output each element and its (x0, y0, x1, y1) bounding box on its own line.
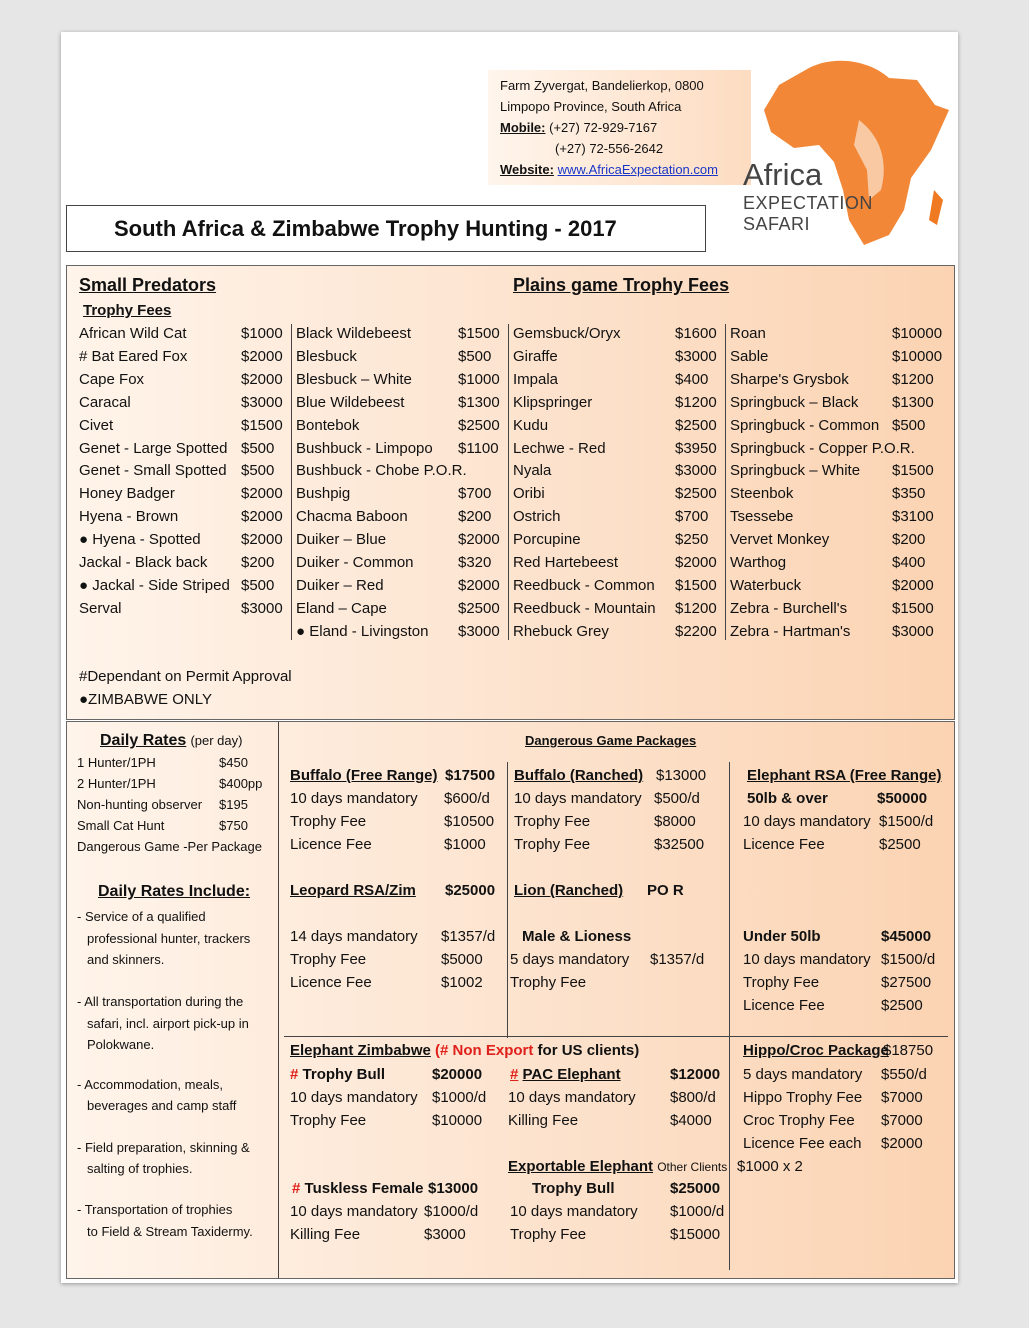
row-value: $8000 (654, 813, 696, 830)
elephant-zim-note-open: ( (435, 1042, 441, 1059)
list-item-name: Springbuck - Copper P.O.R. (730, 440, 915, 457)
list-item-name: Cape Fox (79, 371, 145, 388)
row-label: Croc Trophy Fee (743, 1112, 855, 1129)
row-label: Licence Fee each (743, 1135, 862, 1152)
under50-price: $45000 (881, 928, 932, 945)
list-item-name: Bushpig (296, 485, 351, 502)
elephant-zim-note-hash: # Non Export (440, 1042, 534, 1059)
daily-rates-heading: Daily Rates (100, 732, 187, 749)
list-item-price: $1300 (458, 394, 500, 411)
list-item-name: Bushbuck - Chobe P.O.R. (296, 462, 467, 479)
list-item-price: $1200 (892, 371, 934, 388)
mobile-label: Mobile: (500, 120, 546, 135)
list-item-price: $200 (892, 531, 926, 548)
list-item-name: Porcupine (513, 531, 581, 548)
small-predators-heading: Small Predators (79, 275, 217, 295)
exportable-other: Other Clients (657, 1160, 728, 1174)
daily-rates-per-day: (per day) (190, 733, 243, 748)
row-value: $1357/d (650, 951, 705, 968)
permit-note: #Dependant on Permit Approval (79, 668, 292, 685)
list-item-price: $500 (241, 462, 275, 479)
list-item-price: $1100 (458, 440, 499, 457)
list-item-name: Rhebuck Grey (513, 623, 609, 640)
trophy-bull-title-line (290, 1066, 385, 1084)
list-item-name: Lechwe - Red (513, 440, 606, 457)
row-value: $2000 (881, 1135, 923, 1152)
list-item-price: $2000 (241, 531, 283, 548)
package-divider (507, 762, 508, 1038)
list-item-name: Caracal (79, 394, 131, 411)
exportable-sub: Trophy Bull (532, 1180, 615, 1197)
list-item-price: $1200 (675, 600, 717, 617)
website-label: Website: (500, 162, 554, 177)
list-item-price: $1500 (241, 417, 283, 434)
row-value: $800/d (670, 1089, 716, 1106)
row-value: $3000 (424, 1226, 466, 1243)
trophy-bull-price: $20000 (432, 1066, 483, 1083)
elephant-rsa-sub: 50lb & over (747, 790, 828, 807)
list-item-price: $1500 (675, 577, 717, 594)
list-item-name: Eland – Cape (296, 600, 387, 617)
list-item-name: Oribi (513, 485, 545, 502)
list-item-price: $3100 (892, 508, 934, 525)
list-item-name: Hyena - Brown (79, 508, 179, 525)
row-label: Killing Fee (290, 1226, 361, 1243)
list-item-price: $3000 (241, 394, 283, 411)
list-item-price: $250 (675, 531, 709, 548)
contact-box (488, 70, 751, 185)
list-item-price: $1300 (892, 394, 934, 411)
list-item-price: $3000 (675, 462, 717, 479)
address-line-2: Limpopo Province, South Africa (500, 99, 682, 114)
column-divider (508, 324, 509, 640)
list-item-price: $2500 (458, 417, 500, 434)
list-item-price: $3950 (675, 440, 717, 457)
mobile-line-1 (500, 117, 657, 138)
row-label: Killing Fee (508, 1112, 579, 1129)
list-item-name: African Wild Cat (79, 325, 187, 342)
list-item-price: $195 (219, 797, 248, 812)
hippo-extra: $1000 x 2 (737, 1158, 803, 1175)
list-item-price: $2200 (675, 623, 717, 640)
row-value: $4000 (670, 1112, 712, 1129)
list-item-price: $1500 (458, 325, 500, 342)
row-value: $7000 (881, 1112, 923, 1129)
list-item-name: Steenbok (730, 485, 794, 502)
lion-sub: Male & Lioness (522, 928, 632, 945)
address-line-1: Farm Zyvergat, Bandelierkop, 0800 (500, 78, 704, 93)
list-item-name: Sharpe's Grysbok (730, 371, 849, 388)
list-item-name: Duiker – Red (296, 577, 384, 594)
include-line: - Field preparation, skinning & (77, 1140, 250, 1155)
row-value: $7000 (881, 1089, 923, 1106)
row-value: $1500/d (879, 813, 934, 830)
list-item-price: $500 (241, 577, 275, 594)
trophy-bull-title: Trophy Bull (302, 1066, 386, 1083)
list-item-price: $3000 (892, 623, 934, 640)
list-item-name: Zebra - Hartman's (730, 623, 851, 640)
list-item-name: Bushbuck - Limpopo (296, 440, 433, 457)
list-item-price: $2000 (675, 554, 717, 571)
tuskless-title-line (292, 1180, 423, 1198)
list-item-price: $2500 (675, 485, 717, 502)
list-item-price: $400pp (219, 776, 263, 791)
list-item-name: Blesbuck (296, 348, 357, 365)
list-item-price: $3000 (675, 348, 717, 365)
page-title: South Africa & Zimbabwe Trophy Hunting - 2017 (114, 216, 617, 241)
list-item-price: $320 (458, 554, 492, 571)
list-item-name: Serval (79, 600, 122, 617)
row-label: 10 days mandatory (514, 790, 642, 807)
include-line: and skinners. (87, 952, 165, 967)
row-value: $1000/d (424, 1203, 479, 1220)
row-value: $10000 (432, 1112, 483, 1129)
row-label: 10 days mandatory (743, 951, 871, 968)
rates-packages-section (66, 721, 955, 1279)
list-item-name: Genet - Small Spotted (79, 462, 227, 479)
list-item-name: Warthog (730, 554, 787, 571)
row-label: Trophy Fee (743, 974, 820, 991)
list-item-price: $2000 (241, 485, 283, 502)
exportable-title-line (508, 1158, 727, 1176)
exportable-title: Exportable Elephant (508, 1158, 654, 1175)
buffalo-ranched-title: Buffalo (Ranched) (514, 767, 644, 784)
list-item-name: Chacma Baboon (296, 508, 408, 525)
list-item-name: Giraffe (513, 348, 558, 365)
row-label: Hippo Trophy Fee (743, 1089, 863, 1106)
row-label: Trophy Fee (510, 1226, 587, 1243)
list-item-name: Waterbuck (730, 577, 802, 594)
elephant-zim-note-rest: for US clients) (533, 1042, 640, 1059)
include-line: beverages and camp staff (87, 1098, 237, 1113)
list-item-name: Impala (513, 371, 559, 388)
daily-rates-heading-line (100, 732, 242, 750)
list-item-price: $200 (458, 508, 492, 525)
list-item-name: Non-hunting observer (77, 797, 203, 812)
row-value: $600/d (444, 790, 490, 807)
list-item-name: 1 Hunter/1PH (77, 755, 156, 770)
row-label: 5 days mandatory (743, 1066, 863, 1083)
buffalo-ranched-price: $13000 (656, 767, 707, 784)
list-item-name: Roan (730, 325, 766, 342)
website-link[interactable]: www.AfricaExpectation.com (557, 162, 718, 177)
row-value: $2500 (879, 836, 921, 853)
row-value: $1002 (441, 974, 483, 991)
leopard-title: Leopard RSA/Zim (290, 882, 416, 899)
row-value: $2500 (881, 997, 923, 1014)
elephant-rsa-title: Elephant RSA (Free Range) (747, 767, 942, 784)
list-item-price: $10000 (892, 348, 943, 365)
list-item-price: $700 (458, 485, 492, 502)
row-value: $27500 (881, 974, 932, 991)
column-divider (291, 324, 292, 640)
pac-price: $12000 (670, 1066, 721, 1083)
list-item-name: 2 Hunter/1PH (77, 776, 156, 791)
list-item-price: $750 (219, 818, 248, 833)
package-divider (729, 1038, 730, 1270)
list-item-name: ● Hyena - Spotted (79, 531, 201, 548)
list-item-name: Klipspringer (513, 394, 593, 411)
elephant-zim-title-line (290, 1042, 639, 1060)
list-item-name: Duiker – Blue (296, 531, 387, 548)
list-item-price: $450 (219, 755, 248, 770)
list-item-name: Dangerous Game -Per Package (77, 839, 262, 854)
list-item-name: Civet (79, 417, 114, 434)
leopard-price: $25000 (445, 882, 496, 899)
exportable-sub-price: $25000 (670, 1180, 721, 1197)
row-label: Licence Fee (743, 997, 825, 1014)
row-label: 10 days mandatory (290, 1089, 418, 1106)
list-item-price: $1500 (892, 462, 934, 479)
list-item-price: $200 (241, 554, 275, 571)
include-line: - All transportation during the (77, 994, 244, 1009)
pac-title-line (510, 1066, 621, 1084)
list-item-price: $1000 (241, 325, 283, 342)
list-item-name: Sable (730, 348, 769, 365)
trophy-fees-section (66, 265, 955, 720)
lion-title: Lion (Ranched) (514, 882, 624, 899)
row-label: 10 days mandatory (290, 1203, 418, 1220)
trophy-fees-subheading: Trophy Fees (83, 302, 172, 319)
package-divider (729, 762, 730, 1038)
row-value: $10500 (444, 813, 495, 830)
list-item-name: Kudu (513, 417, 549, 434)
list-item-price: $400 (892, 554, 926, 571)
under50-title: Under 50lb (743, 928, 821, 945)
list-item-price: $500 (458, 348, 492, 365)
list-item-price: $2000 (458, 577, 500, 594)
website-line (500, 159, 718, 180)
row-label: Licence Fee (743, 836, 825, 853)
row-label: Trophy Fee (290, 813, 367, 830)
list-item-price: $400 (675, 371, 709, 388)
list-item-name: Tsessebe (730, 508, 794, 525)
hippo-title: Hippo/Croc Package (743, 1042, 889, 1059)
list-item-name: Reedbuck - Common (513, 577, 655, 594)
row-value: $1000/d (432, 1089, 487, 1106)
list-item-price: $2000 (241, 508, 283, 525)
row-label: Trophy Fee (290, 1112, 367, 1129)
list-item-name: Springbuck – White (730, 462, 861, 479)
pac-title: PAC Elephant (522, 1066, 621, 1083)
plains-game-heading: Plains game Trophy Fees (513, 275, 730, 295)
list-item-name: ● Eland - Livingston (296, 623, 429, 640)
hash-marker: # (292, 1180, 301, 1197)
row-value: $32500 (654, 836, 705, 853)
hash-marker: # (510, 1066, 519, 1083)
list-item-name: Springbuck – Black (730, 394, 859, 411)
column-divider (725, 324, 726, 640)
row-value: $1000 (444, 836, 486, 853)
mobile-number-2: (+27) 72-556-2642 (555, 141, 664, 156)
list-item-name: Red Hartebeest (513, 554, 619, 571)
zimbabwe-only-note: ●ZIMBABWE ONLY (79, 691, 212, 708)
row-value: $5000 (441, 951, 483, 968)
list-item-name: ● Jackal - Side Striped (79, 577, 230, 594)
list-item-price: $1000 (458, 371, 500, 388)
list-item-price: $350 (892, 485, 926, 502)
list-item-name: Genet - Large Spotted (79, 440, 228, 457)
list-item-name: Bontebok (296, 417, 360, 434)
include-line: - Service of a qualified (77, 909, 206, 924)
list-item-name: Nyala (513, 462, 552, 479)
row-value: $15000 (670, 1226, 721, 1243)
row-label: Trophy Fee (510, 974, 587, 991)
list-item-name: # Bat Eared Fox (79, 348, 188, 365)
list-item-price: $500 (241, 440, 275, 457)
row-label: 10 days mandatory (743, 813, 871, 830)
list-item-price: $700 (675, 508, 709, 525)
list-item-price: $500 (892, 417, 926, 434)
list-item-name: Ostrich (513, 508, 561, 525)
list-item-price: $3000 (241, 600, 283, 617)
row-label: Trophy Fee (514, 836, 591, 853)
hash-marker: # (290, 1066, 299, 1083)
row-value: $1500/d (881, 951, 936, 968)
price-sheet (61, 32, 958, 1283)
list-item-price: $2500 (675, 417, 717, 434)
logo-text-safari: SAFARI (743, 214, 811, 234)
row-label: Licence Fee (290, 974, 372, 991)
list-item-price: $2000 (892, 577, 934, 594)
row-label: 10 days mandatory (508, 1089, 636, 1106)
list-item-name: Blue Wildebeest (296, 394, 405, 411)
list-item-price: $1200 (675, 394, 717, 411)
tuskless-title: Tuskless Female (304, 1180, 424, 1197)
buffalo-free-price: $17500 (445, 767, 496, 784)
include-line: safari, incl. airport pick-up in (87, 1016, 249, 1031)
tuskless-price: $13000 (428, 1180, 479, 1197)
include-line: - Transportation of trophies (77, 1202, 233, 1217)
list-item-price: $3000 (458, 623, 500, 640)
list-item-price: $1500 (892, 600, 934, 617)
elephant-rsa-sub-price: $50000 (877, 790, 928, 807)
section-divider (278, 722, 279, 1278)
logo-text-expectation: EXPECTATION (743, 193, 873, 213)
row-label: 10 days mandatory (290, 790, 418, 807)
row-value: $550/d (881, 1066, 927, 1083)
mobile-number-1: (+27) 72-929-7167 (549, 120, 658, 135)
row-value: $500/d (654, 790, 700, 807)
include-line: to Field & Stream Taxidermy. (87, 1224, 253, 1239)
row-label: 5 days mandatory (510, 951, 630, 968)
include-line: salting of trophies. (87, 1161, 193, 1176)
list-item-price: $2500 (458, 600, 500, 617)
list-item-price: $1600 (675, 325, 717, 342)
list-item-name: Honey Badger (79, 485, 175, 502)
list-item-name: Zebra - Burchell's (730, 600, 848, 617)
list-item-price: $2000 (241, 348, 283, 365)
include-line: Polokwane. (87, 1037, 155, 1052)
row-label: 14 days mandatory (290, 928, 418, 945)
list-item-name: Springbuck - Common (730, 417, 880, 434)
list-item-price: $2000 (241, 371, 283, 388)
list-item-name: Duiker - Common (296, 554, 414, 571)
list-item-name: Small Cat Hunt (77, 818, 165, 833)
list-item-name: Vervet Monkey (730, 531, 830, 548)
list-item-name: Reedbuck - Mountain (513, 600, 656, 617)
package-divider-h (284, 1036, 948, 1037)
buffalo-free-title: Buffalo (Free Range) (290, 767, 438, 784)
logo (739, 50, 951, 250)
list-item-name: Jackal - Black back (79, 554, 208, 571)
logo-text-africa: Africa (743, 157, 823, 192)
row-value: $1357/d (441, 928, 496, 945)
list-item-name: Black Wildebeest (296, 325, 412, 342)
list-item-name: Gemsbuck/Oryx (513, 325, 621, 342)
hippo-price: $18750 (883, 1042, 934, 1059)
lion-price: PO R (647, 882, 684, 899)
include-line: - Accommodation, meals, (77, 1077, 223, 1092)
daily-rates-include-heading: Daily Rates Include: (98, 883, 251, 900)
row-value: $1000/d (670, 1203, 725, 1220)
row-label: Trophy Fee (290, 951, 367, 968)
list-item-name: Blesbuck – White (296, 371, 412, 388)
title-box (66, 205, 706, 252)
include-line: professional hunter, trackers (87, 931, 251, 946)
list-item-price: $2000 (458, 531, 500, 548)
row-label: Licence Fee (290, 836, 372, 853)
elephant-zim-title: Elephant Zimbabwe (290, 1042, 431, 1059)
list-item-price: $10000 (892, 325, 943, 342)
row-label: 10 days mandatory (510, 1203, 638, 1220)
dangerous-game-heading: Dangerous Game Packages (525, 733, 697, 748)
row-label: Trophy Fee (514, 813, 591, 830)
